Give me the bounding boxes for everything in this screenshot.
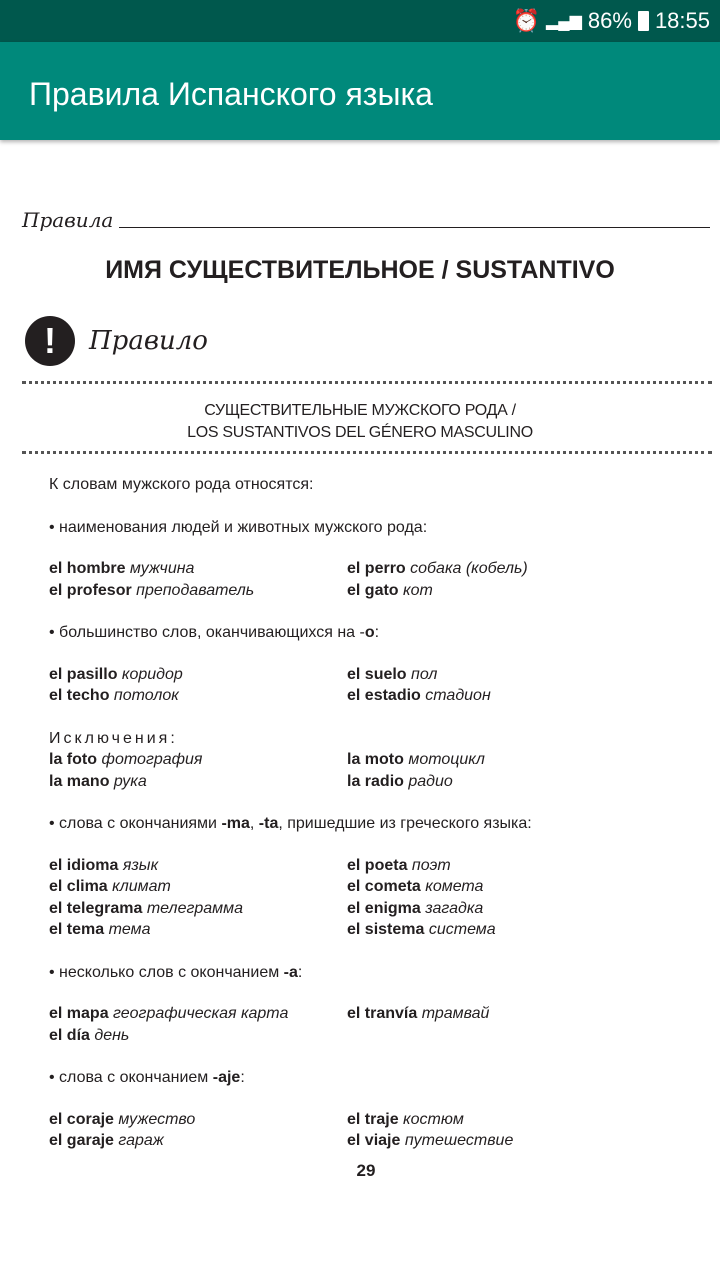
translation: мотоцикл [408, 751, 485, 768]
intro-text: К словам мужского рода относятся: [49, 476, 314, 493]
section-label: Правила [22, 208, 114, 232]
spanish-word: el tranvía [347, 1005, 418, 1022]
rule-bullet [49, 622, 720, 644]
word-entry [347, 1003, 645, 1025]
word-entry [347, 1025, 645, 1047]
spanish-word: el poeta [347, 856, 408, 874]
spanish-word: la foto [49, 751, 97, 768]
word-entry [347, 771, 645, 793]
word-entry [49, 1109, 347, 1131]
bullet-text: -a [283, 963, 298, 981]
word-entry [49, 1025, 347, 1047]
word-list [49, 558, 720, 601]
battery-percent: 86% [587, 8, 632, 33]
battery-icon [638, 11, 649, 31]
spanish-word: el viaje [347, 1132, 401, 1149]
alarm-icon: ⏰ [512, 8, 540, 33]
translation: стадион [425, 687, 491, 704]
rule-bullet [49, 962, 720, 984]
spanish-word: el día [49, 1026, 90, 1044]
translation: мужество [118, 1110, 196, 1128]
word-entry [49, 898, 347, 920]
bullet-text: , [249, 815, 259, 832]
word-entry [347, 685, 645, 707]
translation: система [428, 921, 496, 938]
translation: географическая карта [113, 1005, 289, 1022]
spanish-word: el clima [49, 878, 108, 895]
word-entry [347, 876, 645, 898]
translation: комета [425, 878, 484, 895]
translation: гараж [118, 1132, 164, 1149]
word-row [49, 558, 720, 580]
spanish-word: el perro [347, 560, 406, 577]
word-entry [49, 855, 347, 877]
word-row [49, 1130, 720, 1152]
bullet-text: • несколько слов с окончанием [49, 963, 284, 981]
translation: поэт [411, 856, 451, 874]
translation: мужчина [129, 560, 195, 577]
word-entry [49, 664, 347, 686]
word-list [49, 749, 720, 792]
exceptions-label: Исключения: [49, 729, 178, 747]
word-row [49, 855, 720, 877]
rule-bullet [49, 1067, 720, 1089]
word-entry [347, 749, 645, 771]
word-list [49, 1003, 720, 1046]
translation: преподаватель [136, 581, 255, 599]
word-row [49, 664, 720, 686]
translation: рука [113, 772, 147, 790]
spanish-word: el techo [49, 687, 110, 704]
app-bar [0, 42, 720, 140]
spanish-word: el suelo [347, 665, 407, 683]
subtitle [0, 400, 720, 444]
word-entry [347, 1130, 645, 1152]
translation: тема [108, 921, 151, 938]
translation: собака (кобель) [410, 560, 528, 577]
rule-bullet [49, 813, 720, 835]
spanish-word: el traje [347, 1110, 399, 1128]
word-entry [347, 898, 645, 920]
spanish-word: el garaje [49, 1132, 114, 1149]
word-entry [49, 749, 347, 771]
word-entry [347, 558, 645, 580]
word-row [49, 771, 720, 793]
bullet-text: : [297, 963, 303, 981]
word-entry [347, 855, 645, 877]
spanish-word: la moto [347, 751, 404, 768]
bullet-text: , пришедшие из греческого языка: [278, 815, 532, 832]
translation: загадка [425, 899, 484, 917]
spanish-word: el idioma [49, 856, 119, 874]
translation: путешествие [404, 1132, 514, 1149]
bullet-text: • слова с окончаниями [49, 815, 222, 832]
bullet-text: : [240, 1069, 245, 1086]
spanish-word: el telegrama [49, 899, 143, 917]
spanish-word: el pasillo [49, 665, 118, 683]
rule-bullet [49, 517, 720, 539]
word-entry [347, 580, 645, 602]
word-list [49, 1109, 720, 1152]
translation: телеграмма [146, 899, 243, 917]
translation: кот [403, 581, 433, 599]
signal-icon: ▂▄▆ [545, 13, 582, 30]
translation: коридор [121, 665, 183, 683]
subtitle-line: LOS SUSTANTIVOS DEL GÉNERO MASCULINO [187, 424, 533, 441]
dotted-divider [22, 451, 712, 454]
word-entry [49, 919, 347, 941]
dotted-divider [22, 381, 712, 384]
word-row [49, 685, 720, 707]
word-list [49, 664, 720, 707]
bullet-text: o [364, 624, 375, 641]
word-entry [49, 1130, 347, 1152]
rule-label: Правило [89, 326, 208, 356]
word-row [49, 1109, 720, 1131]
bullet-text: -aje [212, 1069, 241, 1086]
status-bar [0, 0, 720, 42]
bullet-text: -ma [221, 815, 250, 832]
spanish-word: la mano [49, 772, 110, 790]
word-row [49, 898, 720, 920]
section-header [22, 208, 710, 232]
translation: фотография [101, 751, 203, 768]
rule-content [49, 474, 720, 1152]
clock: 18:55 [654, 8, 710, 33]
spanish-word: el tema [49, 921, 105, 938]
word-entry [49, 1003, 347, 1025]
word-row [49, 1003, 720, 1025]
word-entry [49, 580, 347, 602]
translation: день [94, 1026, 130, 1044]
spanish-word: el hombre [49, 560, 126, 577]
bullet-text: • большинство слов, оканчивающихся на - [49, 624, 365, 641]
bullet-text: : [374, 624, 380, 641]
spanish-word: el estadio [347, 687, 421, 704]
translation: костюм [403, 1110, 464, 1128]
translation: климат [112, 878, 171, 895]
word-entry [49, 558, 347, 580]
app-title: Правила Испанского языка [29, 76, 433, 112]
word-entry [347, 664, 645, 686]
spanish-word: el coraje [49, 1110, 114, 1128]
rule-bullet [49, 728, 720, 750]
rule-header [25, 316, 208, 366]
page-number: 29 [356, 1161, 376, 1180]
translation: радио [408, 772, 453, 790]
word-entry [49, 685, 347, 707]
header-line [119, 227, 710, 228]
word-entry [347, 1109, 645, 1131]
word-list [49, 855, 720, 941]
bullet-text: • слова с окончанием [49, 1069, 213, 1086]
word-row [49, 876, 720, 898]
word-row [49, 1025, 720, 1047]
spanish-word: el mapa [49, 1005, 109, 1022]
word-row [49, 580, 720, 602]
spanish-word: el gato [347, 581, 399, 599]
word-entry [49, 876, 347, 898]
word-row [49, 749, 720, 771]
bullet-text: • наименования людей и животных мужского рода: [49, 518, 428, 536]
word-entry [49, 771, 347, 793]
word-entry [347, 919, 645, 941]
word-row [49, 919, 720, 941]
exclamation-icon: ! [25, 316, 75, 366]
spanish-word: el sistema [347, 921, 425, 938]
translation: трамвай [421, 1005, 490, 1022]
spanish-word: la radio [347, 772, 404, 790]
bullet-text: -ta [258, 815, 279, 832]
spanish-word: el enigma [347, 899, 421, 917]
spanish-word: el cometa [347, 878, 421, 895]
page-title: ИМЯ СУЩЕСТВИТЕЛЬНОЕ / SUSTANTIVO [105, 256, 615, 284]
translation: потолок [113, 687, 179, 704]
translation: пол [411, 665, 438, 683]
translation: язык [122, 856, 159, 874]
subtitle-line: СУЩЕСТВИТЕЛЬНЫЕ МУЖСКОГО РОДА / [204, 402, 516, 419]
spanish-word: el profesor [49, 581, 132, 599]
